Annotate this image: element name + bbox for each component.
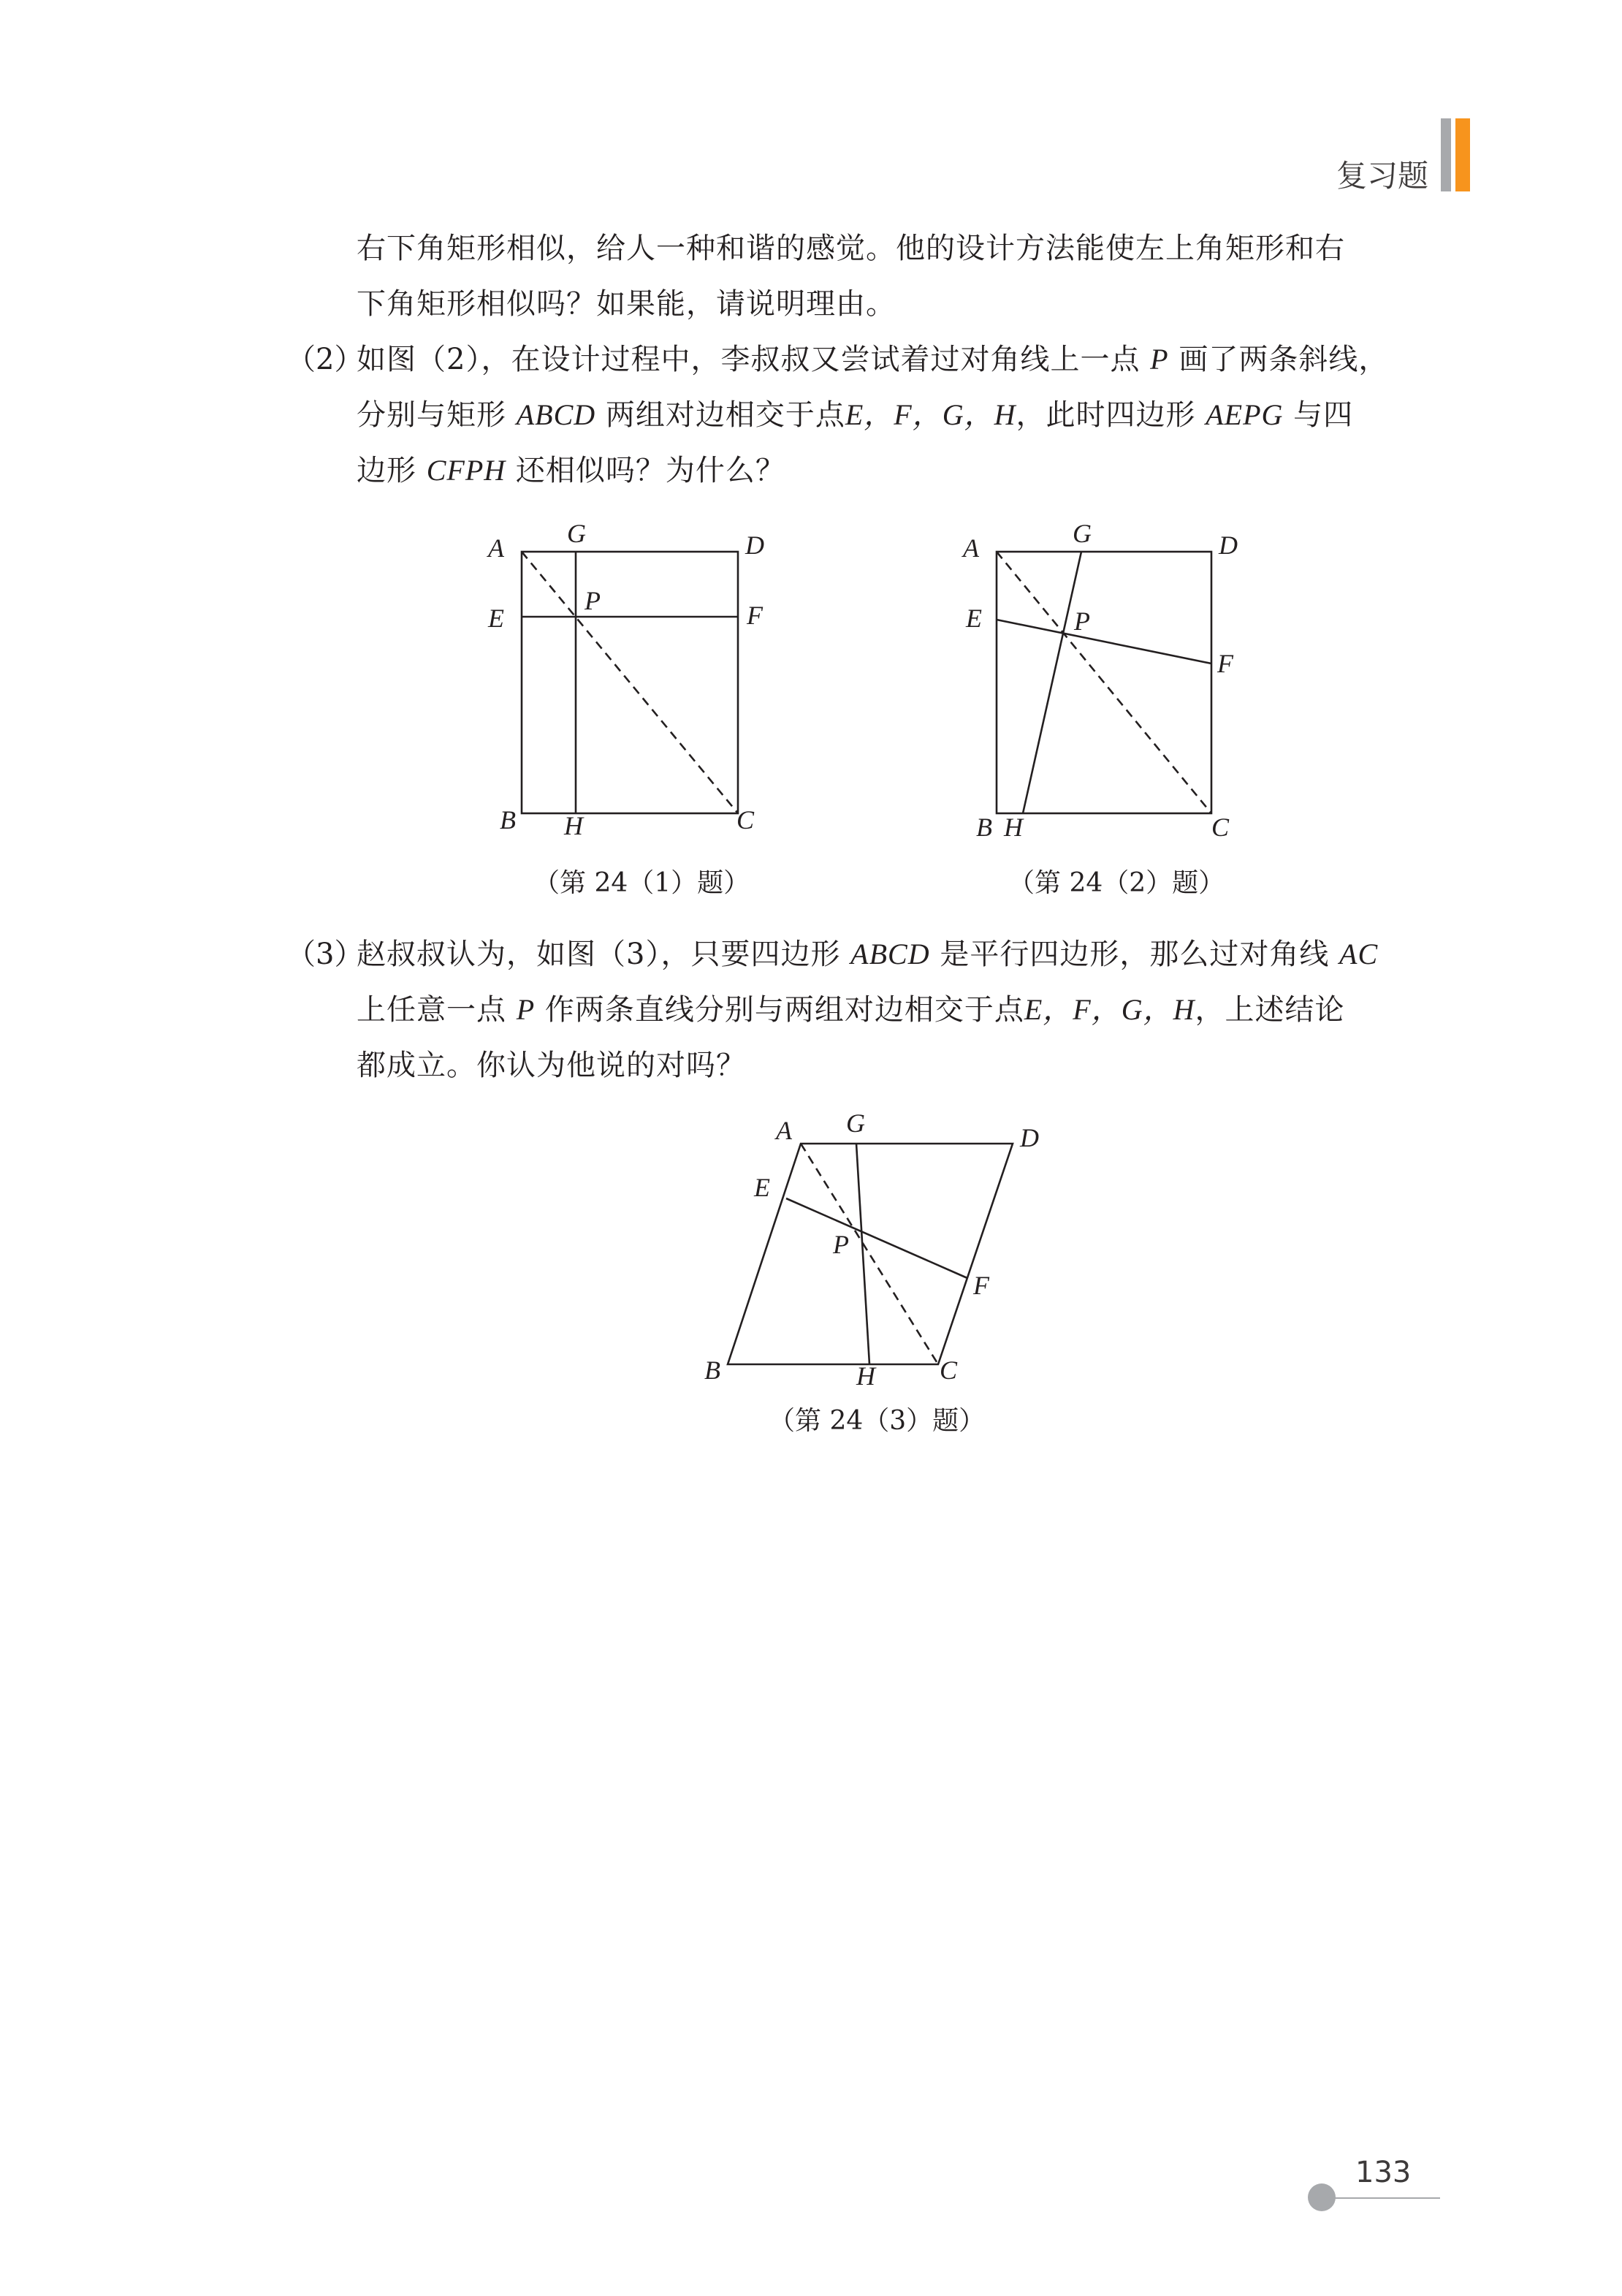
math-abcd: ABCD bbox=[516, 398, 596, 431]
math-abcd-2: ABCD bbox=[850, 938, 930, 970]
p2-text-2d: 与四 bbox=[1293, 398, 1354, 432]
fig2-line-ef bbox=[997, 620, 1211, 664]
paragraph-2 bbox=[357, 332, 1388, 498]
paragraph-1-line-1: 右下角矩形相似，给人一种和谐的感觉。他的设计方法能使左上角矩形和右 bbox=[357, 232, 1345, 265]
page-number-dot bbox=[1308, 2183, 1336, 2211]
fig1-label-h: H bbox=[564, 811, 583, 840]
p3-text-2b: 作两条直线分别与两组对边相交于点 bbox=[544, 993, 1024, 1027]
paragraph-3-line-2 bbox=[357, 982, 1378, 1038]
figure-24-3 bbox=[687, 1100, 1052, 1407]
header-bar-orange bbox=[1455, 118, 1470, 191]
p3-text-2c: ，上述结论 bbox=[1195, 993, 1345, 1027]
fig3-parallelogram bbox=[728, 1144, 1013, 1364]
fig2-label-g: G bbox=[1073, 519, 1092, 548]
fig1-label-b: B bbox=[500, 805, 516, 835]
fig3-label-d: D bbox=[1020, 1123, 1039, 1152]
item-number-2: （2） bbox=[286, 343, 364, 376]
fig1-label-d: D bbox=[745, 531, 764, 560]
fig3-label-b: B bbox=[704, 1356, 720, 1385]
fig3-label-h: H bbox=[856, 1361, 875, 1391]
figure-24-1 bbox=[468, 512, 796, 848]
paragraph-3 bbox=[357, 927, 1378, 1093]
fig2-label-e: E bbox=[966, 604, 982, 633]
fig3-label-f: F bbox=[973, 1271, 989, 1300]
p2-text-2c: ，此时四边形 bbox=[1016, 398, 1196, 432]
fig2-label-f: F bbox=[1217, 649, 1233, 678]
fig3-label-g: G bbox=[846, 1109, 865, 1138]
fig3-label-e: E bbox=[754, 1173, 770, 1202]
fig2-label-h: H bbox=[1004, 813, 1023, 842]
fig3-label-a: A bbox=[776, 1116, 792, 1145]
p3-text-2a: 上任意一点 bbox=[357, 993, 506, 1027]
fig1-caption: （第 24（1）题） bbox=[533, 868, 750, 898]
fig1-label-p: P bbox=[585, 586, 601, 615]
fig2-caption: （第 24（2）题） bbox=[1008, 868, 1225, 898]
fig3-diagonal-ac bbox=[801, 1144, 938, 1364]
paragraph-2-line-1 bbox=[357, 332, 1388, 387]
item-number-3: （3） bbox=[286, 938, 364, 971]
fig1-label-f: F bbox=[747, 601, 763, 630]
header-bar-grey bbox=[1441, 118, 1451, 191]
fig2-label-b: B bbox=[976, 813, 992, 842]
math-efgh: E，F，G，H bbox=[845, 398, 1016, 431]
fig2-label-d: D bbox=[1219, 531, 1238, 560]
p3-text-1b: 是平行四边形，那么过对角线 bbox=[940, 938, 1330, 971]
page-number: 133 bbox=[1355, 2156, 1412, 2189]
fig3-label-p: P bbox=[833, 1230, 849, 1259]
p2-text-1a: 如图（2），在设计过程中，李叔叔又尝试着过对角线上一点 bbox=[357, 343, 1141, 376]
fig2-diagonal-ac bbox=[997, 552, 1211, 813]
fig1-label-g: G bbox=[567, 519, 586, 548]
fig2-label-p: P bbox=[1074, 607, 1090, 636]
fig2-label-c: C bbox=[1211, 813, 1230, 842]
math-ac: AC bbox=[1339, 938, 1379, 970]
p3-text-1a: 赵叔叔认为，如图（3），只要四边形 bbox=[357, 938, 841, 971]
fig2-line-gh bbox=[1023, 552, 1081, 813]
fig1-label-a: A bbox=[488, 533, 504, 563]
p2-text-2a: 分别与矩形 bbox=[357, 398, 506, 432]
p2-text-3b: 还相似吗？为什么？ bbox=[515, 454, 785, 487]
figure-24-2 bbox=[943, 512, 1271, 848]
fig3-label-c: C bbox=[940, 1356, 958, 1385]
page-number-rule bbox=[1322, 2197, 1440, 2199]
p2-text-1b: 画了两条斜线， bbox=[1179, 343, 1389, 376]
p2-text-2b: 两组对边相交于点 bbox=[605, 398, 845, 432]
p2-text-3a: 边形 bbox=[357, 454, 416, 487]
math-efgh-2: E，F，G，H bbox=[1024, 993, 1195, 1026]
math-cfph: CFPH bbox=[426, 454, 506, 487]
paragraph-3-line-1 bbox=[357, 927, 1378, 982]
fig3-caption: （第 24（3）题） bbox=[769, 1406, 986, 1436]
paragraph-2-line-2 bbox=[357, 387, 1388, 443]
paragraph-2-line-3 bbox=[357, 443, 1388, 498]
fig3-line-ef bbox=[786, 1198, 967, 1278]
math-point-p-2: P bbox=[516, 993, 536, 1026]
fig1-label-c: C bbox=[736, 805, 755, 835]
math-point-p: P bbox=[1150, 343, 1169, 376]
fig3-line-gh bbox=[856, 1144, 869, 1364]
fig2-label-a: A bbox=[963, 533, 979, 563]
paragraph-3-line-3: 都成立。你认为他说的对吗？ bbox=[357, 1049, 746, 1082]
section-title: 复习题 bbox=[1336, 158, 1428, 194]
paragraph-1 bbox=[357, 221, 1345, 332]
math-aepg: AEPG bbox=[1206, 398, 1284, 431]
paragraph-1-line-2: 下角矩形相似吗？如果能，请说明理由。 bbox=[357, 287, 896, 321]
fig1-label-e: E bbox=[488, 604, 504, 633]
fig1-diagonal-ac bbox=[522, 552, 738, 813]
